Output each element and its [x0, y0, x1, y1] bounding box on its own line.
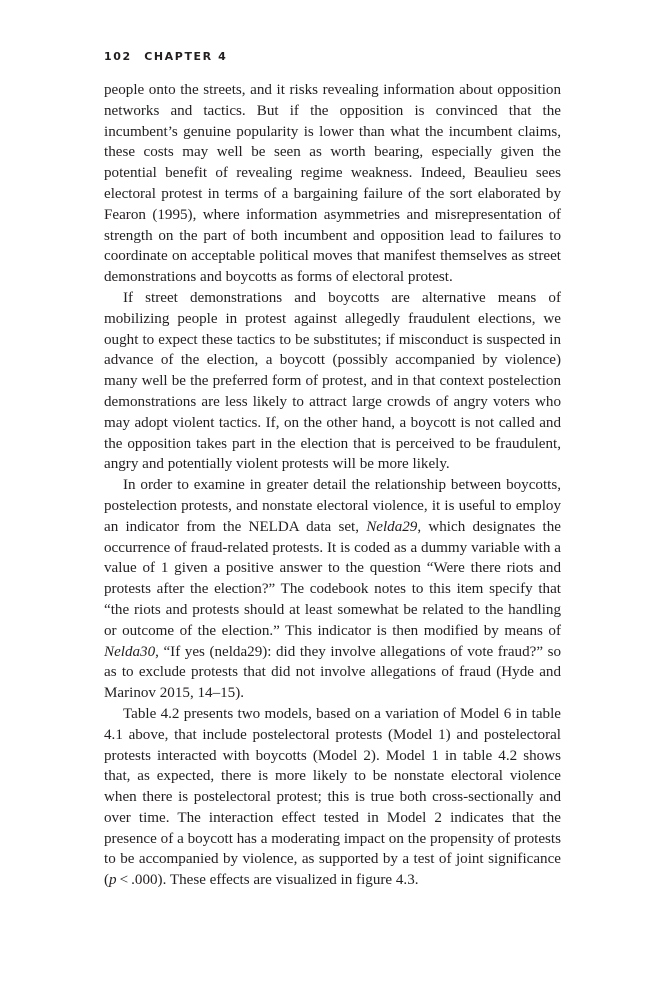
paragraph: people onto the streets, and it risks revealing information about opposition networks and tactics. But if the opposition is convinced that the incumbent’s genuine popularity is lower than what the incumbent claims, these costs may well be seen as worth bearing, especially given the potential benefit of revealing regime weakness. Indeed, Beaulieu sees electoral protest in terms of a bargaining failure of the sort elaborated by Fearon (1995), where information asymmetries and misrepresentation of strength on the part of both incumbent and opposition lead to failures to coordinate on acceptable political moves that manifest themselves as street demonstrations and boycotts as forms of electoral protest. — [104, 82, 561, 286]
variable-name: Nelda29 — [366, 518, 418, 535]
variable-name: Nelda30 — [104, 643, 156, 660]
paragraph: In order to examine in greater detail the relationship between boycotts, postelection protests, and nonstate electoral violence, it is useful to employ an indicator from the NELDA data set, Nelda29, which designates the occurrence of fraud-related protests. It is coded as a dummy variable with a value of 1 given a positive answer to the question “Were there riots and protests after the election?” The codebook notes to this item specify that “the riots and protests should at least somewhat be related to the handling or outcome of the election.” This indicator is then modified by means of Nelda30, “If yes (nelda29): did they involve allegations of vote fraud?” so as to exclude protests that did not involve allegations of fraud (Hyde and Marinov 2015, 14–15). — [104, 477, 561, 702]
chapter-label: CHAPTER 4 — [144, 50, 228, 63]
body-text — [104, 80, 561, 891]
page-number: 102 — [104, 50, 132, 63]
paragraph: If street demonstrations and boycotts are alternative means of mobilizing people in protest against allegedly fraudulent elections, we ought to expect these tactics to be substitutes; if misconduct is suspected in advance of the election, a boycott (possibly accompanied by violence) many well be the preferred form of protest, and in that context postelection demonstrations are less likely to attract large crowds of angry voters who may adopt violent tactics. If, on the other hand, a boycott is not called and the opposition takes part in the election that is perceived to be fraudulent, angry and potentially violent protests will be more likely. — [104, 289, 561, 473]
paragraph: Table 4.2 presents two models, based on a variation of Model 6 in table 4.1 above, that include postelectoral protests (Model 1) and postelectoral protests interacted with boycotts (Model 2). Model 1 in table 4.2 shows that, as expected, there is more likely to be nonstate electoral violence when there is postelectoral protest; this is true both cross-sectionally and over time. The interaction effect tested in Model 2 indicates that the presence of a boycott has a moderating impact on the propensity of protests to be accompanied by violence, as supported by a test of joint significance (p < .000). These effects are visualized in figure 4.3. — [104, 705, 561, 889]
running-head — [104, 50, 227, 63]
p-value-symbol: p — [109, 872, 117, 889]
